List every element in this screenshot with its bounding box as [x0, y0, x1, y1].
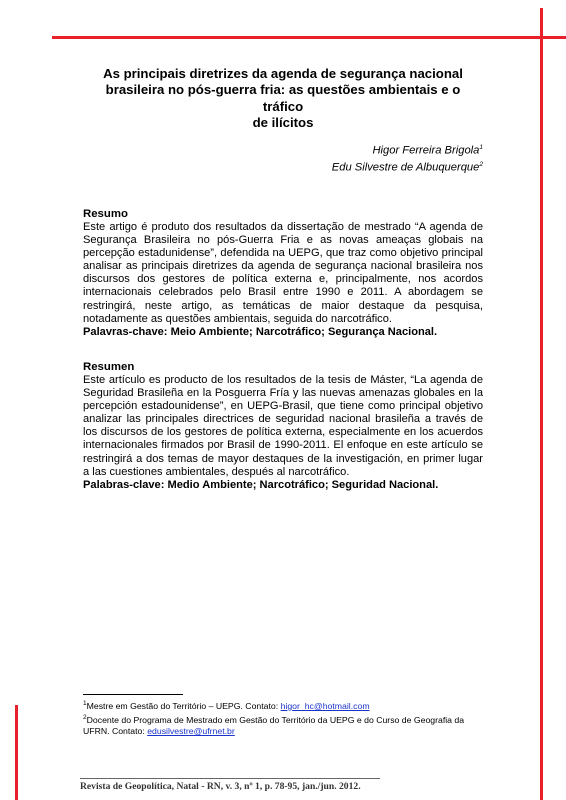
footnote-separator	[83, 694, 183, 695]
abstract-portuguese	[83, 208, 483, 339]
footnote-text: Mestre em Gestão do Território – UEPG. Contato:	[86, 700, 281, 711]
footer-rule	[80, 778, 380, 779]
keywords: Palavras-chave: Meio Ambiente; Narcotráfico; Segurança Nacional.	[83, 325, 438, 338]
top-red-rule	[52, 36, 566, 39]
title-line: As principais diretrizes da agenda de segurança nacional	[103, 66, 463, 81]
footnote-1	[83, 698, 487, 712]
article-title	[86, 66, 480, 131]
author-name: Edu Silvestre de Albuquerque	[331, 161, 480, 174]
email-link[interactable]: edusilvestre@ufrnet.br	[147, 725, 235, 736]
journal-citation: Revista de Geopolítica, Natal - RN, v. 3, nº 1, p. 78-95, jan./jun. 2012.	[80, 781, 361, 792]
author-line	[223, 158, 483, 175]
footnote-text: Docente do Programa de Mestrado em Gestão do Território da UEPG e do Curso de Geografia da UFRN. Contato:	[83, 714, 465, 736]
title-line: brasileira no pós-guerra fria: as questões ambientais e o tráfico	[105, 82, 461, 114]
footnote-marker: 1	[83, 700, 87, 707]
abstract-text: Este artículo es producto de los resultados de la tesis de Máster, “La agenda de Seguridad Brasileña en la Posguerra Fría y las nuevas amenazas globales en la percepción estadounidense”, en UEPG-Brasil, que tiene como principal objetivo analizar las principales directrices de seguridad nacional brasileña a través de los discursos de los gestores de política externa, especialmente en los acuerdos internacionales firmados por Brasil de 1990-2011. El enfoque en este artículo se restringirá a dos temas de mayor destaques de la investigación, en primer lugar a las cuestiones ambientales, después al narcotráfico.	[83, 374, 483, 478]
abstract-text: Este artigo é produto dos resultados da dissertação de mestrado “A agenda de Segurança Brasileira no pós-Guerra Fria e as novas ameaças globais na percepção estadunidense”, defendida na UEPG, que traz como objetivo principal analisar as principais diretrizes da agenda de segurança nacional brasileira nos discursos dos gestores de política externa e, principalmente, nos acordos internacionais celebrados pelo Brasil entre 1990 e 2011. A abordagem se restringirá, neste artigo, as temáticas de maior destaque da pesquisa, notadamente as questões ambientais, seguida do narcotráfico.	[83, 221, 483, 325]
keywords: Palabras-clave: Medio Ambiente; Narcotráfico; Seguridad Nacional.	[83, 478, 439, 491]
right-red-rule	[540, 8, 543, 800]
footnote-2	[83, 712, 487, 737]
author-name: Higor Ferreira Brigola	[372, 144, 480, 157]
footnote-marker: 2	[83, 713, 87, 721]
author-list	[223, 141, 483, 175]
author-line	[223, 141, 483, 158]
title-line: de ilícitos	[252, 114, 314, 130]
author-note-marker: 2	[479, 161, 483, 169]
section-heading: Resumo	[83, 208, 128, 220]
footnotes	[83, 698, 487, 737]
left-red-rule	[15, 705, 18, 800]
author-note-marker: 1	[479, 144, 483, 151]
section-heading: Resumen	[83, 361, 135, 373]
abstract-spanish	[83, 361, 483, 492]
email-link[interactable]: higor_hc@hotmail.com	[280, 700, 370, 711]
